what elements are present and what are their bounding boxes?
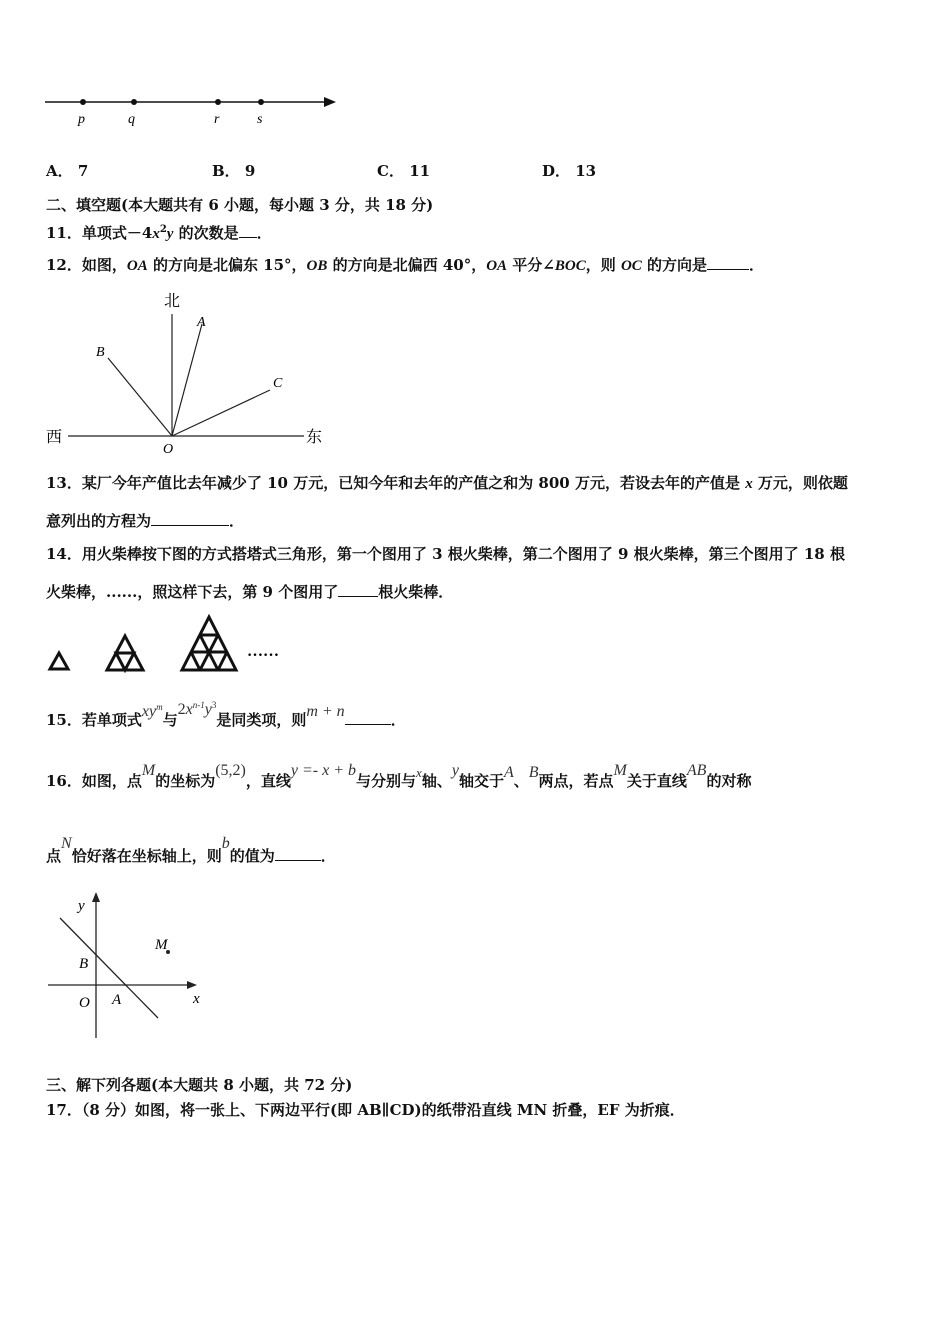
q16-a: A bbox=[503, 764, 514, 781]
y-axis-arrow bbox=[92, 892, 100, 902]
q14-ellipsis: …… bbox=[247, 643, 279, 660]
q12-oa2: OA bbox=[486, 258, 508, 274]
q13-line1-post: 万元，则依题 bbox=[752, 474, 848, 492]
option-value: 7 bbox=[77, 162, 89, 180]
point-p bbox=[80, 99, 86, 105]
line-ab bbox=[60, 918, 158, 1018]
label-s: s bbox=[257, 112, 263, 127]
ray-ob bbox=[108, 358, 172, 436]
q16-t1: 16．如图，点 bbox=[46, 772, 142, 790]
q11-y: y bbox=[166, 226, 174, 242]
q13-answer-blank bbox=[151, 511, 229, 526]
north-label: 北 bbox=[164, 293, 181, 310]
q15-term2-yexp: 3 bbox=[211, 700, 217, 710]
option-letter: C． bbox=[377, 162, 404, 180]
q16-t13: 的值为 bbox=[229, 847, 275, 865]
label-q: q bbox=[128, 112, 135, 127]
triangle-2 bbox=[107, 636, 143, 670]
label-c: C bbox=[273, 376, 283, 391]
q11-pre: 11．单项式－4 bbox=[46, 224, 153, 242]
q16-coord: (5,2) bbox=[215, 762, 246, 779]
label-b: B bbox=[79, 956, 89, 972]
q12-t3: 平分∠ bbox=[507, 256, 555, 274]
q14-line2-post: 根火柴棒． bbox=[378, 583, 454, 601]
q15-term2-x: x bbox=[185, 701, 193, 718]
q15-term1: xy bbox=[141, 703, 157, 720]
option-value: 9 bbox=[244, 162, 256, 180]
q12-end: ． bbox=[749, 256, 765, 274]
q16-t9: 关于直线 bbox=[626, 772, 687, 790]
q16-t3: ，直线 bbox=[245, 772, 291, 790]
triangle-1 bbox=[50, 653, 68, 669]
q12-num: 12．如图， bbox=[46, 256, 127, 274]
q16-ab: AB bbox=[686, 762, 707, 779]
number-line-figure bbox=[40, 88, 350, 133]
q16-t2: 的坐标为 bbox=[155, 772, 216, 790]
coordinate-figure bbox=[44, 888, 214, 1046]
ray-oc bbox=[172, 390, 270, 436]
q16-t10: 的对称 bbox=[706, 772, 752, 790]
label-x: x bbox=[193, 991, 200, 1007]
label-o: O bbox=[163, 442, 174, 457]
question-16-line2 bbox=[46, 835, 336, 867]
q15-answer-blank bbox=[345, 710, 391, 725]
q11-post: 的次数是 bbox=[173, 224, 239, 242]
q12-t4: ，则 bbox=[585, 256, 621, 274]
question-17: 17．（8 分）如图，将一张上、下两边平行(即 AB∥CD)的纸带沿直线 MN 折叠，EF 为折痕． bbox=[46, 1101, 685, 1119]
q15-term2-y: y bbox=[204, 701, 212, 718]
q11-end: ． bbox=[256, 224, 272, 242]
q11-x: x bbox=[152, 226, 160, 242]
section3-heading: 三、解下列各题(本大题共 8 小题，共 72 分) bbox=[46, 1076, 353, 1094]
q16-t7: 、 bbox=[513, 772, 529, 790]
label-o: O bbox=[79, 995, 90, 1011]
q12-oa: OA bbox=[126, 258, 148, 274]
q16-xaxis: x bbox=[416, 765, 422, 780]
option-a bbox=[46, 161, 88, 181]
q16-t4: 与分别与 bbox=[356, 772, 417, 790]
compass-figure bbox=[44, 286, 334, 458]
q16-eq: y =- x + b bbox=[290, 762, 357, 779]
q16-answer-blank bbox=[275, 846, 321, 861]
option-value: 13 bbox=[575, 162, 597, 180]
label-a: A bbox=[112, 992, 122, 1008]
option-d bbox=[542, 161, 596, 181]
label-p: p bbox=[78, 112, 85, 127]
option-c bbox=[377, 161, 430, 181]
matchstick-triangles-figure bbox=[44, 608, 294, 674]
q12-oc: OC bbox=[620, 258, 642, 274]
east-label: 东 bbox=[306, 429, 323, 446]
q16-t11: 点 bbox=[46, 847, 62, 865]
q13-x: x bbox=[745, 476, 753, 492]
question-16-line1 bbox=[46, 762, 752, 792]
ray-oa bbox=[172, 324, 202, 436]
q15-term2-coef: 2 bbox=[177, 701, 186, 718]
q11-exp: 2 bbox=[159, 224, 167, 235]
q16-n: N bbox=[61, 835, 72, 852]
q16-b-var: b bbox=[221, 835, 230, 852]
q16-m2: M bbox=[613, 762, 627, 779]
question-13-line2 bbox=[46, 511, 244, 531]
q15-term1-exp: m bbox=[156, 702, 163, 712]
q12-boc: BOC bbox=[554, 258, 586, 274]
option-b bbox=[212, 161, 255, 181]
q16-m: M bbox=[141, 762, 156, 779]
option-letter: B． bbox=[212, 162, 240, 180]
question-14-line2 bbox=[46, 582, 453, 602]
label-y: y bbox=[78, 898, 85, 914]
q15-mid: 与 bbox=[162, 711, 178, 729]
label-b: B bbox=[96, 345, 105, 360]
question-12 bbox=[46, 255, 764, 276]
label-r: r bbox=[214, 112, 220, 127]
option-letter: A． bbox=[46, 162, 73, 180]
q15-expr: m + n bbox=[306, 703, 345, 720]
point-s bbox=[258, 99, 264, 105]
q14-line2-pre: 火柴棒，......，照这样下去，第 9 个图用了 bbox=[46, 583, 339, 601]
number-line-arrow bbox=[324, 97, 336, 107]
west-label: 西 bbox=[46, 429, 63, 446]
q13-line2: 意列出的方程为 bbox=[46, 512, 152, 530]
q12-t5: 的方向是 bbox=[641, 256, 708, 274]
q16-yaxis: y bbox=[451, 762, 459, 779]
q12-t2: 的方向是北偏西 40°， bbox=[327, 256, 487, 274]
question-14-line1: 14．用火柴棒按下图的方式搭塔式三角形，第一个图用了 3 根火柴棒，第二个图用了 9 根火柴棒，第三个图用了 18 根 bbox=[46, 545, 845, 563]
q13-line1-pre: 13．某厂今年产值比去年减少了 10 万元，已知今年和去年的产值之和为 800 万元，若设去年的产值是 bbox=[46, 474, 746, 492]
label-m: M bbox=[155, 937, 168, 953]
option-letter: D． bbox=[542, 162, 571, 180]
q16-t5: 轴、 bbox=[421, 772, 452, 790]
q16-t8: 两点，若点 bbox=[538, 772, 614, 790]
question-11 bbox=[46, 220, 272, 244]
triangle-3 bbox=[182, 617, 236, 670]
q11-answer-blank bbox=[239, 223, 257, 238]
q16-b: B bbox=[528, 764, 539, 781]
q15-end: ． bbox=[390, 711, 406, 729]
q14-answer-blank bbox=[338, 582, 378, 597]
question-15 bbox=[46, 700, 406, 731]
q16-t6: 轴交于 bbox=[458, 772, 504, 790]
x-axis-arrow bbox=[187, 981, 197, 989]
section2-heading: 二、填空题(本大题共有 6 小题，每小题 3 分，共 18 分) bbox=[46, 196, 434, 214]
label-a: A bbox=[197, 315, 206, 330]
q15-term2-exp: n-1 bbox=[192, 700, 205, 710]
q12-t1: 的方向是北偏东 15°， bbox=[147, 256, 307, 274]
option-value: 11 bbox=[409, 162, 431, 180]
point-q bbox=[131, 99, 137, 105]
q16-t12: 恰好落在坐标轴上，则 bbox=[71, 847, 222, 865]
q15-pre: 15．若单项式 bbox=[46, 711, 142, 729]
q15-post: 是同类项，则 bbox=[216, 711, 307, 729]
point-r bbox=[215, 99, 221, 105]
q13-end: ． bbox=[229, 512, 245, 530]
q12-ob: OB bbox=[306, 258, 328, 274]
question-13-line1 bbox=[46, 473, 848, 494]
q12-answer-blank bbox=[707, 255, 749, 270]
q16-end: ． bbox=[320, 847, 336, 865]
